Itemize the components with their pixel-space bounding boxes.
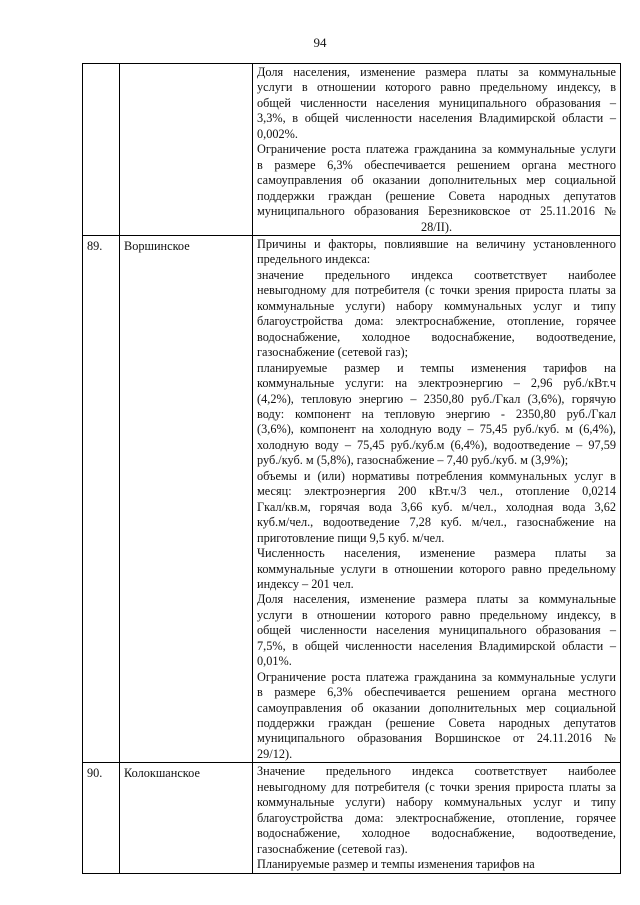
text-line: Значение предельного индекса соответствует наиболее <box>257 764 616 779</box>
text-line: значение предельного индекса соответствует наиболее <box>257 267 616 282</box>
text-line: самоуправления об оказании дополнительных мер социальной <box>257 173 616 188</box>
text-line: Доля населения, изменение размера платы за коммунальные <box>257 65 616 79</box>
text-line: Ограничение роста платежа гражданина за коммунальные услуги <box>257 669 616 684</box>
text-line: предельного индекса: <box>257 252 371 267</box>
text-line: услуги в отношении которого равно предельному индексу, в <box>257 607 616 622</box>
description-cell <box>253 235 621 762</box>
table-row <box>83 235 621 762</box>
municipality-name: Колокшанское <box>120 763 253 873</box>
text-line: воду: компонент на тепловую энергию - 2350,80 руб./Гкал <box>257 406 616 421</box>
text-line: благоустройства дома: электроснабжение, отопление, горячее <box>257 810 616 825</box>
description-cell <box>253 64 621 236</box>
municipal-index-table <box>82 63 621 874</box>
municipality-name: Воршинское <box>120 235 253 762</box>
text-line: (3,6%), компонент на холодную воду – 75,45 руб./куб. м (6,4%), <box>257 422 616 437</box>
text-line: (4,2%), тепловую энергию – 2350,80 руб./Гкал (3,6%), горячую <box>257 391 616 406</box>
text-line: холодную воду – 75,45 руб./куб.м (6,4%), водоотведение – 97,59 <box>257 437 616 452</box>
municipality-name <box>120 64 253 236</box>
page-number: 94 <box>313 35 327 50</box>
text-line: 0,01%. <box>257 654 292 669</box>
text-line: невыгодному для потребителя (с точки зрения прироста платы за <box>257 779 616 794</box>
text-line: 3,3%, в общей численности населения Владимирской области – <box>257 111 616 126</box>
text-line: куб.м/чел., водоотведение 7,28 куб. м/чел., газоснабжение на <box>257 515 616 530</box>
text-line: планируемые размер и темпы изменения тарифов на <box>257 360 616 375</box>
text-line: приготовление пищи 9,5 куб. м/чел. <box>257 530 445 545</box>
text-line: муниципального образования Воршинское от 24.11.2016 № <box>257 731 616 746</box>
text-line: 0,002%. <box>257 126 298 141</box>
text-line: коммунальные услуги) набору коммунальных услуг и типу <box>257 298 616 313</box>
text-line: 7,5%, в общей численности населения Владимирской области – <box>257 638 616 653</box>
text-line: индексу – 201 чел. <box>257 576 354 591</box>
text-line: Планируемые размер и темпы изменения тарифов на <box>257 857 535 872</box>
row-number <box>83 64 120 236</box>
table-body <box>83 64 621 874</box>
text-line: Причины и факторы, повлиявшие на величину установленного <box>257 236 616 251</box>
text-line: газоснабжение (сетевой газ). <box>257 841 408 856</box>
description-cell <box>253 763 621 873</box>
text-line: муниципального образования Березниковское от 25.11.2016 № <box>257 204 616 219</box>
text-line: коммунальные услуги) набору коммунальных услуг и типу <box>257 795 616 810</box>
text-line: руб./куб. м (5,8%), газоснабжение – 7,40 руб./куб. м (3,9%); <box>257 453 569 468</box>
table-row <box>83 64 621 236</box>
text-line: 28/II). <box>420 219 453 234</box>
text-line: водоснабжение, холодное водоснабжение, водоотведение, <box>257 826 616 841</box>
text-line: поддержки граждан (решение Совета народных депутатов <box>257 716 616 731</box>
text-line: невыгодному для потребителя (с точки зрения прироста платы за <box>257 283 616 298</box>
text-line: Доля населения, изменение размера платы за коммунальные <box>257 592 616 607</box>
text-line: водоснабжение, холодное водоснабжение, водоотведение, <box>257 329 616 344</box>
text-line: газоснабжение (сетевой газ); <box>257 345 409 360</box>
text-line: общей численности населения муниципального образования – <box>257 623 616 638</box>
text-line: поддержки граждан (решение Совета народных депутатов <box>257 188 616 203</box>
text-line: благоустройства дома: электроснабжение, отопление, горячее <box>257 314 616 329</box>
text-line: услуги в отношении которого равно предельному индексу, в <box>257 80 616 95</box>
text-line: Гкал/кв.м, горячая вода 3,66 куб. м/чел., холодная вода 3,62 <box>257 499 616 514</box>
text-line: объемы и (или) нормативы потребления коммунальных услуг в <box>257 468 616 483</box>
text-line: в размере 6,3% обеспечивается решением органа местного <box>257 157 616 172</box>
text-line: коммунальные услуги: на электроэнергию – 2,96 руб./кВт.ч <box>257 376 616 391</box>
text-line: месяц: электроэнергия 200 кВт.ч/3 чел., отопление 0,0214 <box>257 484 616 499</box>
table-row <box>83 763 621 873</box>
text-line: в размере 6,3% обеспечивается решением органа местного <box>257 685 616 700</box>
text-line: 29/12). <box>257 746 293 761</box>
text-line: коммунальные услуги в отношении которого равно предельному <box>257 561 616 576</box>
row-number: 89. <box>83 235 120 762</box>
text-line: Численность населения, изменение размера платы за <box>257 546 616 561</box>
row-number: 90. <box>83 763 120 873</box>
text-line: самоуправления об оказании дополнительных мер социальной <box>257 700 616 715</box>
text-line: Ограничение роста платежа гражданина за коммунальные услуги <box>257 142 616 157</box>
text-line: общей численности населения муниципального образования – <box>257 95 616 110</box>
